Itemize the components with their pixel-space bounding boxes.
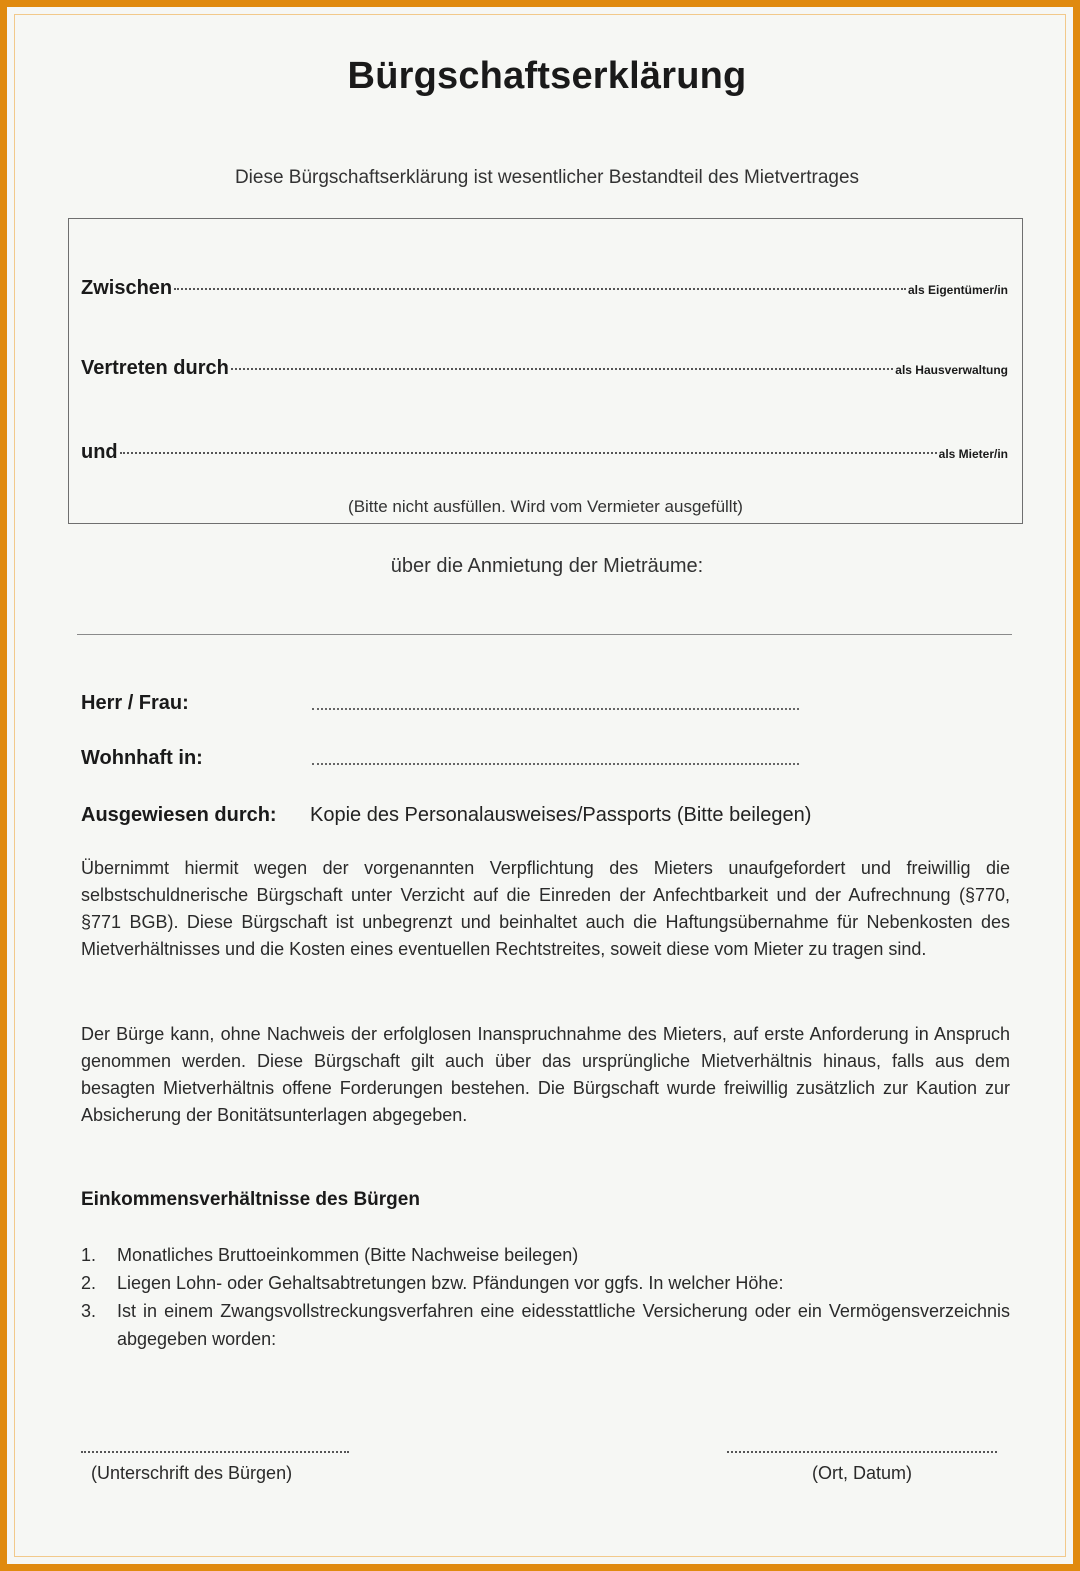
party-role: als Eigentümer/in xyxy=(907,283,1008,297)
paragraph-guarantee: Übernimmt hiermit wegen der vorgenannten Verpflichtung des Mieters unaufgefordert und freiwillig die selbstschuldnerische Bürgschaft unter Verzicht auf die Einreden der Anfechtbarkeit und der Aufrechnung (§770, §771 BGB). Diese Bürgschaft ist unbegrenzt und beinhaltet auch die Haftungsübernahme für Nebenkosten des Mietverhältnisses und die Kosten eines eventuellen Rechtstreites, soweit diese vom Mieter zu tragen sind. xyxy=(81,858,1010,959)
list-item xyxy=(81,1269,1010,1297)
place-date-caption: (Ort, Datum) xyxy=(812,1463,913,1483)
residence-fill-line[interactable] xyxy=(312,763,799,765)
list-item xyxy=(81,1297,1010,1353)
income-list xyxy=(81,1241,1010,1353)
list-number: 3. xyxy=(81,1301,97,1321)
party-label: Vertreten durch xyxy=(81,357,229,379)
list-text: Ist in einem Zwangsvollstreckungsverfahren eine eidesstattliche Versicherung oder ein Vermögensverzeichnis abgegeben worden: xyxy=(117,1301,1010,1349)
parties-box xyxy=(68,218,1023,524)
fill-in-line[interactable] xyxy=(120,452,937,454)
list-number: 1. xyxy=(81,1245,97,1265)
identification-label: Ausgewiesen durch: xyxy=(81,804,277,826)
list-number: 2. xyxy=(81,1273,97,1293)
premises-label: über die Anmietung der Mieträume: xyxy=(390,555,704,577)
income-heading: Einkommensverhältnisse des Bürgen xyxy=(81,1189,420,1210)
name-fill-line[interactable] xyxy=(312,708,799,710)
document-subtitle: Diese Bürgschaftserklärung ist wesentlicher Bestandteil des Mietvertrages xyxy=(234,167,860,188)
identification-value: Kopie des Personalausweises/Passports (Bitte beilegen) xyxy=(310,804,812,826)
name-label: Herr / Frau: xyxy=(81,692,189,714)
paragraph-claim: Der Bürge kann, ohne Nachweis der erfolglosen Inanspruchnahme des Mieters, auf erste Anforderung in Anspruch genommen werden. Diese Bürgschaft gilt auch über das ursprüngliche Mietverhältnis hinaus, falls aus dem besagten Mietverhältnis offene Forderungen bestehen. Die Bürgschaft wurde freiwillig zusätzlich zur Kaution zur Absicherung der Bonitätsunterlagen abgegeben. xyxy=(81,1024,1010,1125)
document-title: Bürgschaftserklärung xyxy=(347,55,747,97)
list-text: Liegen Lohn- oder Gehaltsabtretungen bzw. Pfändungen vor ggfs. In welcher Höhe: xyxy=(117,1273,784,1293)
signature-line[interactable] xyxy=(81,1451,349,1453)
fill-in-line[interactable] xyxy=(231,368,893,370)
party-role: als Mieter/in xyxy=(938,447,1008,461)
list-text: Monatliches Bruttoeinkommen (Bitte Nachweise beilegen) xyxy=(117,1245,579,1265)
list-item xyxy=(81,1241,1010,1269)
party-label: Zwischen xyxy=(81,277,173,299)
residence-label: Wohnhaft in: xyxy=(81,747,203,769)
place-date-line[interactable] xyxy=(727,1451,997,1453)
premises-line[interactable] xyxy=(77,634,1012,635)
party-role: als Hausverwaltung xyxy=(895,363,1008,377)
party-row-owner xyxy=(81,277,1008,300)
party-label: und xyxy=(81,441,118,463)
signature-caption: (Unterschrift des Bürgen) xyxy=(91,1463,293,1483)
fill-in-line[interactable] xyxy=(174,288,906,290)
party-row-tenant xyxy=(81,441,1008,464)
box-note: (Bitte nicht ausfüllen. Wird vom Vermieter ausgefüllt) xyxy=(348,497,743,516)
party-row-management xyxy=(81,357,1008,380)
